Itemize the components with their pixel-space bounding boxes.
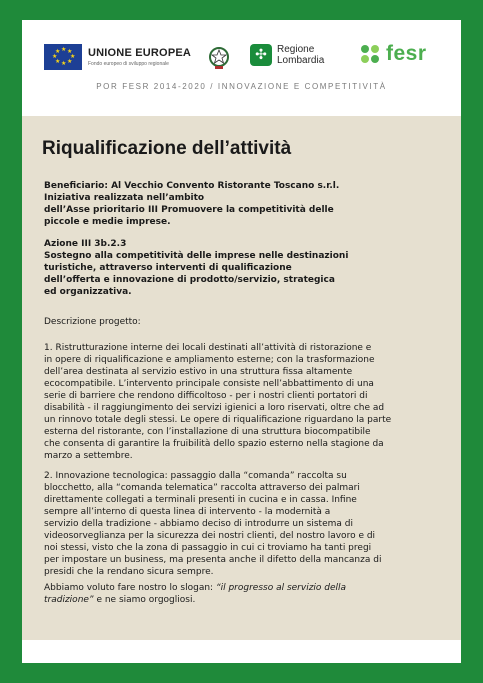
fesr-logo [358, 42, 427, 66]
beneficiary-block [44, 180, 446, 228]
slogan-suffix: e ne siamo orgogliosi. [93, 595, 196, 605]
beneficiary-line: Iniziativa realizzata nell’ambito [44, 193, 205, 203]
description-label: Descrizione progetto: [44, 317, 141, 327]
text-line: sempre all’interno di questa linea di intervento - la modernità a [44, 507, 331, 517]
region-line2: Lombardia [277, 55, 325, 66]
logo-header [22, 20, 461, 116]
page-title: Riqualificazione dell’attività [42, 138, 292, 159]
text-line: marzo a settembre. [44, 451, 133, 461]
regione-lombardia-logo [250, 44, 324, 66]
content-panel [22, 116, 461, 640]
paragraph-1 [44, 342, 446, 462]
action-line: Sostegno alla competitività delle imprese nelle destinazioni [44, 251, 349, 261]
slogan-prefix: Abbiamo voluto fare nostro lo slogan: [44, 583, 216, 593]
text-line: blocchetto, alla “comanda telematica” raccolta attraverso dei palmari [44, 483, 360, 493]
text-line: esterna del ristorante, con l’installazione di una struttura biocompatibile [44, 427, 371, 437]
lombardia-rose-icon: ✣ [250, 44, 272, 66]
action-line: ed organizzativa. [44, 287, 132, 297]
eu-flag-icon: ★ ★ ★ ★ ★ ★ ★ ★ [44, 44, 82, 70]
text-line: dell’area destinata al servizio estivo in una struttura fissa altamente [44, 367, 353, 377]
paragraph-2 [44, 470, 446, 578]
text-line: 1. Ristrutturazione interne dei locali destinati all’attività di ristorazione e [44, 343, 372, 353]
text-line: noi stessi, visto che la zona di passaggio in cui ci troviamo ha tanti pregi [44, 543, 372, 553]
text-line: ecocompatibile. L’intervento principale consiste nell’abbattimento di una [44, 379, 374, 389]
slogan-line [44, 582, 446, 594]
poster-sheet [22, 20, 461, 663]
slogan [44, 582, 446, 606]
fesr-label: fesr [386, 42, 427, 65]
action-block [44, 238, 446, 298]
text-line: direttamente collegati a terminali presenti in cucina e in cassa. Infine [44, 495, 357, 505]
text-line: 2. Innovazione tecnologica: passaggio dalla “comanda” raccolta su [44, 471, 347, 481]
text-line: in opere di riqualificazione e ampliamento esterne; con la trasformazione [44, 355, 375, 365]
program-tagline: POR FESR 2014-2020 / INNOVAZIONE E COMPETITIVITÀ [96, 82, 387, 91]
text-line: videosorveglianza per la sicurezza dei nostri clienti, del nostro lavoro e di [44, 531, 376, 541]
beneficiary-line: dell’Asse prioritario III Promuovere la competitività delle [44, 205, 334, 215]
region-line1: Regione [277, 44, 315, 55]
slogan-quote-part1: “il progresso al servizio della [215, 583, 347, 593]
eu-logo [44, 44, 191, 70]
text-line: presidi che la rendano sicura sempre. [44, 567, 214, 577]
text-line: per impostare un business, ma presenta anche il difetto della mancanza di [44, 555, 382, 565]
body-text [44, 180, 446, 606]
eu-subtitle: Fondo europeo di sviluppo regionale [88, 61, 169, 67]
text-line: che consenta di garantire la fruibilità dello spazio esterno nella stagione da [44, 439, 384, 449]
fesr-mark-icon [358, 42, 382, 66]
slogan-quote-part2: tradizione” [44, 595, 94, 605]
action-line: turistiche, attraverso interventi di qualificazione [44, 263, 292, 273]
action-line: Azione III 3b.2.3 [44, 239, 127, 249]
beneficiary-line: piccole e medie imprese. [44, 217, 171, 227]
action-line: dell’offerta e innovazione di prodotto/servizio, strategica [44, 275, 335, 285]
text-line: un rinnovo totale degli stessi. Le opere di riqualificazione riguardano la parte [44, 415, 392, 425]
text-line: disabilità - il raggiungimento dei servizi igienici a loro riservati, oltre che ad [44, 403, 385, 413]
beneficiary-line: Beneficiario: Al Vecchio Convento Ristorante Toscano s.r.l. [44, 181, 340, 191]
italy-emblem-icon [208, 44, 230, 70]
eu-name: UNIONE EUROPEA [88, 47, 192, 59]
slogan-line [44, 594, 446, 606]
text-line: servizio della tradizione - abbiamo deciso di introdurre un sistema di [44, 519, 353, 529]
text-line: serie di barriere che rendono difficoltoso - per i nostri clienti portatori di [44, 391, 368, 401]
